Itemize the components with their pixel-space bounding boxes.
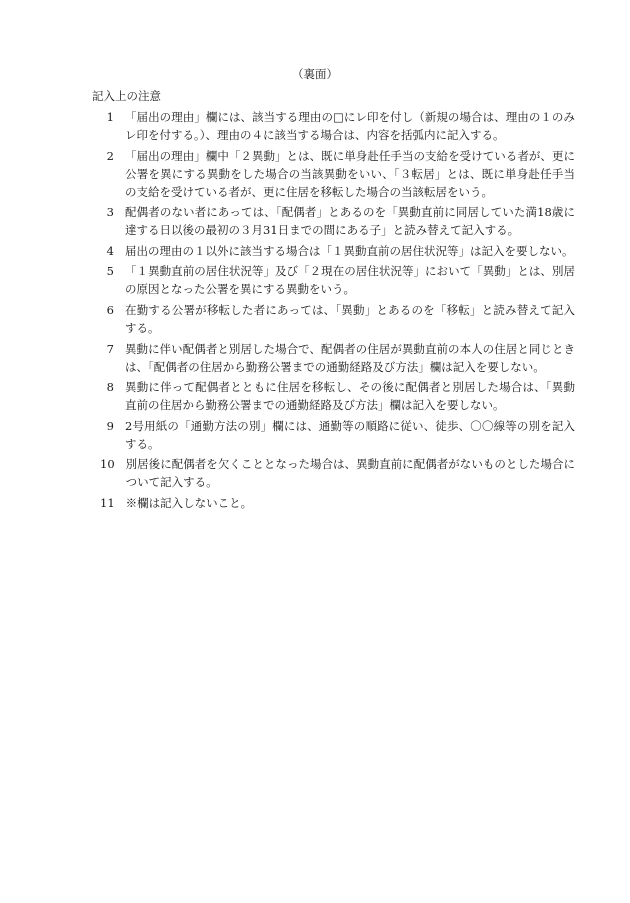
note-item [100, 455, 575, 491]
page-title: （裏面） [292, 67, 338, 81]
section-heading: 記入上の注意 [92, 89, 161, 103]
note-number: 2 [106, 148, 114, 163]
note-number: 3 [106, 205, 114, 220]
note-text: 異動に伴って配偶者とともに住居を移転し、その後に配偶者と別居した場合は、「異動直前の住居から勤務公署までの通勤経路及び方法」欄は記入を要しない。 [125, 380, 575, 413]
note-number: 9 [106, 418, 114, 433]
note-text: ※欄は記入しないこと。 [125, 495, 253, 510]
note-number: 10 [100, 457, 115, 472]
notes-list [100, 108, 575, 515]
note-text: 2号用紙の「通勤方法の別」欄には、通勤等の順路に従い、徒歩、〇〇線等の別を記入する。 [125, 418, 575, 451]
note-number: 5 [106, 264, 114, 279]
note-number: 11 [100, 495, 115, 510]
note-item [100, 340, 575, 376]
note-item [100, 301, 575, 337]
note-number: 6 [106, 302, 114, 317]
note-item [100, 417, 575, 453]
note-text: 「届出の理由」欄には、該当する理由の□にレ印を付し（新規の場合は、理由の１のみレ印を付する。）、理由の４に該当する場合は、内容を括弧内に記入する。 [125, 110, 575, 142]
note-item [100, 378, 575, 414]
note-text: 届出の理由の１以外に該当する場合は「１異動直前の居住状況等」は記入を要しない。 [125, 243, 574, 258]
note-number: 1 [106, 110, 114, 124]
note-text: 在勤する公署が移転した者にあっては、「異動」とあるのを「移転」と読み替えて記入する。 [125, 302, 575, 335]
note-item [100, 203, 575, 239]
note-text: 別居後に配偶者を欠くこととなった場合は、異動直前に配偶者がないものとした場合について記入する。 [125, 457, 575, 490]
note-item [100, 147, 575, 201]
note-text: 異動に伴い配偶者と別居した場合で、配偶者の住居が異動直前の本人の住居と同じときは、「配偶者の住居から勤務公署までの通勤経路及び方法」欄は記入を要しない。 [125, 341, 575, 374]
note-text: 配偶者のない者にあっては、「配偶者」とあるのを「異動直前に同居していた満18歳に達する日以後の最初の３月31日までの間にある子」と読み替えて記入する。 [125, 205, 575, 238]
note-number: 4 [106, 243, 114, 258]
note-text: 「届出の理由」欄中「２異動」とは、既に単身赴任手当の支給を受けている者が、更に公署を異にする異動をした場合の当該異動をいい、「３転居」とは、既に単身赴任手当の支給を受けている者が、更に住居を移転した場合の当該転居をいう。 [125, 148, 575, 199]
note-number: 7 [106, 341, 114, 356]
note-number: 8 [106, 380, 114, 395]
note-item [100, 494, 575, 512]
note-item [100, 108, 575, 144]
note-text: 「１異動直前の居住状況等」及び「２現在の居住状況等」において「異動」とは、別居の原因となった公署を異にする異動をいう。 [125, 264, 575, 297]
note-item [100, 262, 575, 298]
note-item [100, 242, 575, 260]
